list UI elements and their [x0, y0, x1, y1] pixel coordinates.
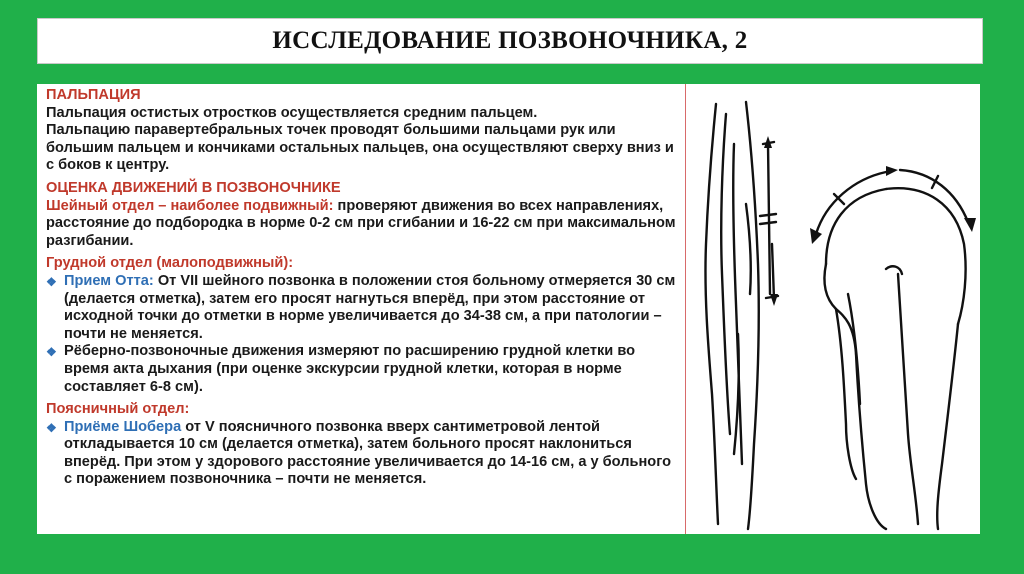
diamond-bullet-icon: ❖	[46, 345, 57, 360]
palpation-text-1: Пальпация остистых отростков осуществляется средним пальцем.	[46, 104, 538, 121]
cervical-label: Шейный отдел – наиболее подвижный:	[46, 197, 334, 214]
page-title: ИССЛЕДОВАНИЕ ПОЗВОНОЧНИКА, 2	[272, 27, 748, 54]
palpation-text-2: Пальпацию паравертебральных точек проводят большими пальцами рук или большим пальцем и кончиками остальных пальцев, она осуществляют сверху вниз и с боков к центру.	[46, 122, 674, 174]
ott-measure-tick-mid	[760, 214, 776, 216]
ott-text: От VII шейного позвонка в положении стоя больному отмеряется 30 см (делается отметка), затем его просят нагнуться вперёд, при этом расстояние от исходной точки до отметки в норме увеличивается до 34-38 см, а при патологии – почти не меняется.	[64, 272, 676, 342]
bent-figure-hip-detail	[886, 266, 902, 274]
arrow-head-top	[886, 166, 898, 176]
ott-label: Прием Отта:	[64, 272, 154, 289]
ott-measure-line	[768, 144, 770, 294]
diamond-bullet-icon: ❖	[46, 274, 57, 289]
standing-figure-chest-line	[746, 204, 751, 294]
figure-panel	[686, 84, 980, 534]
standing-figure-back-line	[705, 104, 718, 524]
standing-figure-front-line	[746, 102, 759, 529]
ott-bullet	[46, 273, 677, 343]
arrow-head-measure-bottom	[770, 294, 778, 306]
schober-label: Приёме Шобера	[64, 418, 182, 435]
spine-flexion-illustration	[686, 84, 980, 534]
cervical-paragraph	[46, 198, 677, 251]
text-panel	[37, 84, 686, 534]
flexion-arc-right	[900, 170, 968, 222]
lumbar-heading: Поясничный отдел:	[46, 401, 190, 418]
schober-measure-line	[772, 244, 774, 299]
thoracic-heading: Грудной отдел (малоподвижный):	[46, 255, 294, 272]
rib-text: Рёберно-позвоночные движения измеряют по расширению грудной клетки во время акта дыхания (при оценке экскурсии грудной клетки, которая в норме составляет 6-8 см).	[64, 343, 636, 395]
rib-bullet	[46, 343, 677, 396]
bent-figure-front-leg	[856, 354, 886, 529]
cervical-text: проверяют движения во всех направлениях, расстояние до подбородка в норме 0-2 см при сгибании и 16-22 см при максимальном разгибании.	[46, 197, 676, 249]
diamond-bullet-icon: ❖	[46, 420, 57, 435]
bent-figure-back-arc	[826, 188, 966, 324]
standing-figure-arm-line	[734, 334, 739, 454]
ott-measure-tick-low	[760, 222, 776, 224]
bent-figure-back-leg	[937, 324, 958, 529]
ott-text-block	[64, 273, 677, 343]
schober-text-block	[64, 419, 677, 489]
palpation-heading: ПАЛЬПАЦИЯ	[46, 87, 141, 103]
schober-bullet	[46, 419, 677, 489]
arrow-head-right	[964, 218, 976, 232]
schober-text: от V поясничного позвонка вверх сантиметровой лентой откладывается 10 см (делается отметка), затем больного просят наклониться вперёд. При этом у здорового расстояние увеличивается до 14-16 см, а у больного с поражением позвоночника – почти не меняется.	[64, 418, 671, 488]
standing-figure-inner-line-1	[721, 114, 730, 434]
bent-figure-arm-inner	[848, 294, 860, 404]
movement-heading: ОЦЕНКА ДВИЖЕНИЙ В ПОЗВОНОЧНИКЕ	[46, 179, 341, 196]
bent-figure-inner-leg	[898, 274, 918, 524]
title-banner	[37, 18, 983, 64]
